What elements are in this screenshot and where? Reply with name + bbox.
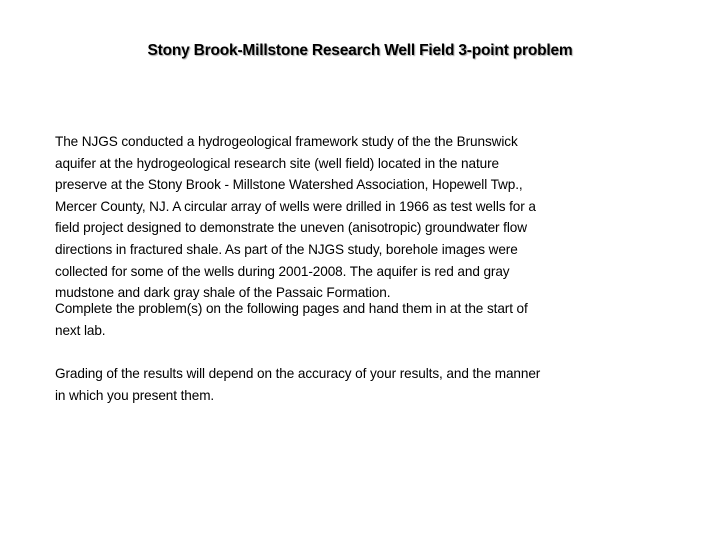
text-line: directions in fractured shale. As part of the NJGS study, borehole images were bbox=[55, 241, 518, 257]
instructions-paragraph bbox=[55, 298, 528, 341]
text-line: mudstone and dark gray shale of the Passaic Formation. bbox=[55, 285, 391, 301]
text-line: preserve at the Stony Brook - Millstone Watershed Association, Hopewell Twp., bbox=[55, 177, 523, 193]
text-line: The NJGS conducted a hydrogeological framework study of the the Brunswick bbox=[55, 134, 518, 149]
text-line: in which you present them. bbox=[55, 387, 215, 403]
text-line: next lab. bbox=[55, 322, 106, 338]
text-line: aquifer at the hydrogeological research site (well field) located in the nature bbox=[55, 155, 499, 171]
text-line: Grading of the results will depend on the accuracy of your results, and the manner bbox=[55, 366, 541, 381]
text-line: collected for some of the wells during 2001-2008. The aquifer is red and gray bbox=[55, 263, 510, 279]
intro-paragraph bbox=[55, 131, 536, 304]
grading-paragraph bbox=[55, 363, 540, 406]
page-title: Stony Brook-Millstone Research Well Field 3-point problem bbox=[147, 42, 573, 59]
text-line: field project designed to demonstrate the uneven (anisotropic) groundwater flow bbox=[55, 220, 527, 236]
text-line: Complete the problem(s) on the following pages and hand them in at the start of bbox=[55, 301, 528, 316]
text-line: Mercer County, NJ. A circular array of wells were drilled in 1966 as test wells for a bbox=[55, 198, 536, 214]
